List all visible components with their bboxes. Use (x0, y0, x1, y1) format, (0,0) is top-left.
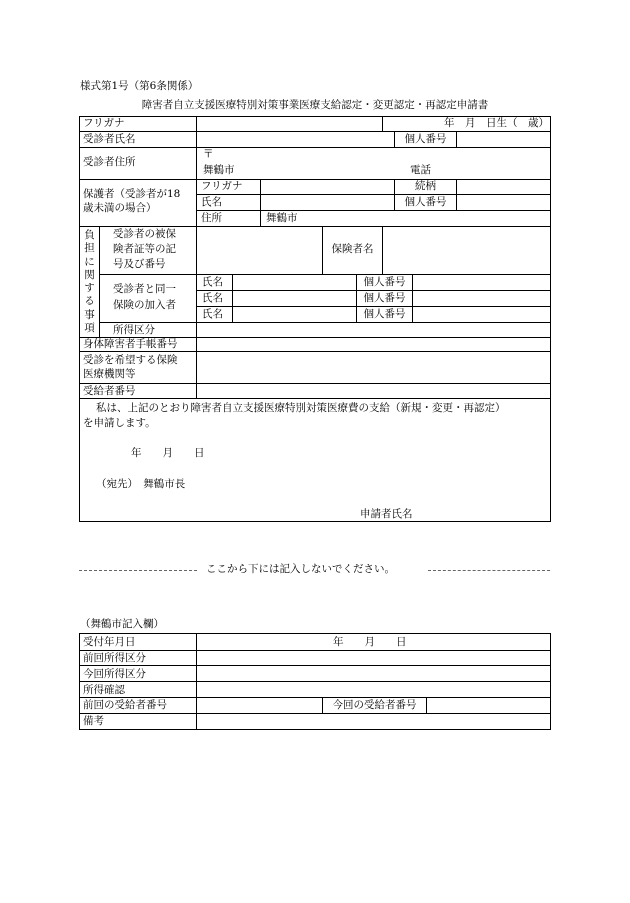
guardian-address-label: 住所 (201, 212, 222, 224)
institution-field[interactable] (197, 352, 550, 383)
handbook-number-label: 身体障害者手帳番号 (83, 338, 178, 350)
insurance-card-label-line2: 険者証等の記 (113, 243, 176, 255)
member-personal-number-label: 個人番号 (363, 292, 406, 304)
insurer-name-label: 保険者名 (331, 243, 374, 255)
recipient-number-field[interactable] (197, 384, 550, 398)
burden-char: 担 (84, 242, 95, 255)
declaration-line1: 私は、上記のとおり障害者自立支援医療特別対策医療費の支給（新規・変更・再認定） (96, 402, 506, 414)
insurer-name-field[interactable] (383, 227, 550, 274)
personal-number-label: 個人番号 (404, 133, 447, 145)
separator-dash-right (428, 570, 550, 571)
birth-date-label: 年 月 日生（ 歳） (444, 117, 549, 129)
institution-label-line1: 受診を希望する保険 (83, 354, 178, 366)
received-date-value: 年 月 日 (333, 636, 407, 648)
prev-income-class-label: 前回所得区分 (83, 652, 146, 664)
declaration-line2: を申請します。 (83, 417, 156, 429)
guardian-label-line1: 保護者（受診者が18 (83, 188, 181, 200)
phone-label: 電話 (410, 164, 431, 176)
patient-name-label: 受診者氏名 (83, 133, 136, 145)
burden-char: 項 (84, 322, 95, 335)
guardian-name-label: 氏名 (201, 196, 222, 208)
member-personal-number-field[interactable] (413, 291, 550, 306)
member-personal-number-label: 個人番号 (363, 276, 406, 288)
income-class-field[interactable] (197, 323, 550, 337)
curr-income-class-label: 今回所得区分 (83, 668, 146, 680)
separator-dash-left (79, 570, 197, 571)
burden-side-label (80, 229, 99, 335)
burden-char: 関 (84, 268, 95, 281)
curr-recipient-number-label: 今回の受給者番号 (332, 699, 417, 711)
remarks-label: 備考 (83, 715, 104, 727)
applicant-signature-field[interactable] (420, 502, 548, 519)
burden-char: 事 (84, 308, 95, 321)
guardian-personal-number-label: 個人番号 (404, 196, 447, 208)
handbook-number-field[interactable] (197, 338, 550, 351)
postal-mark: 〒 (203, 148, 214, 160)
burden-char: に (84, 255, 95, 268)
prev-recipient-number-label: 前回の受給者番号 (83, 699, 167, 711)
member-name-field[interactable] (233, 275, 355, 290)
patient-address-label: 受診者住所 (83, 156, 136, 168)
insurance-card-number-field[interactable] (197, 227, 321, 274)
separator-text: ここから下には記入しないでください。 (206, 563, 395, 575)
same-insurance-label-line2: 保険の加入者 (113, 299, 176, 311)
guardian-name-field[interactable] (261, 195, 393, 210)
insurance-card-label-line3: 号及び番号 (113, 258, 166, 270)
member-name-field[interactable] (233, 307, 355, 322)
guardian-furigana-label: フリガナ (201, 180, 243, 192)
same-insurance-label-line1: 受診者と同一 (113, 283, 176, 295)
office-section-label: （舞鶴市記入欄） (80, 618, 164, 630)
guardian-relation-label: 続柄 (415, 180, 436, 192)
guardian-personal-number-field[interactable] (457, 195, 549, 210)
member-name-label: 氏名 (202, 292, 223, 304)
guardian-label-line2: 歳未満の場合） (83, 202, 157, 214)
burden-char: 負 (84, 229, 95, 241)
member-name-field[interactable] (233, 291, 355, 306)
member-name-label: 氏名 (202, 276, 223, 288)
guardian-relation-field[interactable] (457, 180, 549, 194)
guardian-address-field[interactable] (261, 211, 550, 226)
income-class-label: 所得区分 (113, 324, 155, 336)
patient-city: 舞鶴市 (203, 164, 235, 176)
received-date-label: 受付年月日 (83, 636, 136, 648)
member-name-label: 氏名 (202, 308, 223, 320)
guardian-furigana-field[interactable] (261, 180, 393, 194)
applicant-signature-label: 申請者氏名 (360, 508, 413, 520)
insurance-card-label-line1: 受診者の被保 (113, 228, 176, 240)
form-number: 様式第1号（第6条関係） (80, 80, 199, 92)
guardian-city: 舞鶴市 (266, 212, 298, 224)
declaration-date: 年 月 日 (131, 447, 205, 459)
burden-char: る (84, 295, 95, 308)
burden-char: す (84, 282, 95, 295)
member-personal-number-field[interactable] (413, 275, 550, 290)
institution-label-line2: 医療機関等 (83, 368, 136, 380)
furigana-field[interactable] (197, 117, 381, 131)
patient-name-field[interactable] (197, 132, 393, 147)
form-title: 障害者自立支援医療特別対策事業医療支給認定・変更認定・再認定申請書 (141, 99, 489, 111)
personal-number-field[interactable] (457, 132, 549, 147)
member-personal-number-label: 個人番号 (363, 308, 406, 320)
member-personal-number-field[interactable] (413, 307, 550, 322)
patient-address-field[interactable] (197, 148, 550, 179)
income-check-label: 所得確認 (83, 684, 125, 696)
addressee: （宛先） 舞鶴市長 (96, 478, 186, 490)
furigana-label: フリガナ (83, 117, 125, 129)
recipient-number-label: 受給者番号 (83, 385, 136, 397)
